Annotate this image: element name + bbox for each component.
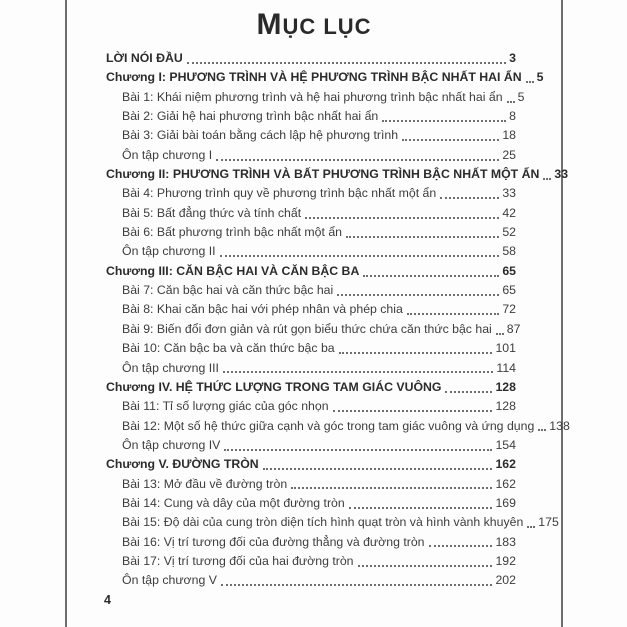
dot-leader bbox=[216, 159, 499, 161]
toc-entry-label: Bài 2: Giải hệ hai phương trình bậc nhất hai ẩn bbox=[122, 109, 379, 124]
toc-entry-label: Ôn tập chương V bbox=[122, 573, 217, 588]
toc-row bbox=[106, 68, 544, 87]
toc-row bbox=[106, 126, 516, 145]
toc-entry-page-number: 138 bbox=[549, 418, 570, 433]
dot-leader bbox=[220, 255, 500, 257]
toc-row bbox=[106, 146, 516, 165]
toc-entry-page-number: 5 bbox=[517, 89, 525, 104]
toc-entry-label: Bài 1: Khái niệm phương trình và hệ hai phương trình bậc nhất hai ẩn bbox=[122, 89, 503, 104]
toc-entry-label: Bài 6: Bất phương trình bậc nhất một ẩn bbox=[122, 225, 343, 240]
toc-entry-page-number: 25 bbox=[502, 147, 516, 162]
toc-entry-label: Chương II: PHƯƠNG TRÌNH VÀ BẤT PHƯƠNG TRÌNH BẬC NHẤT MỘT ẨN bbox=[106, 167, 540, 182]
toc-entry-page-number: 175 bbox=[538, 515, 559, 530]
toc-entry-label: Chương I: PHƯƠNG TRÌNH VÀ HỆ PHƯƠNG TRÌNH BẬC NHẤT HAI ẨN bbox=[106, 70, 522, 85]
page-title-rest: ỤC LỤC bbox=[282, 14, 372, 39]
toc-entry-label: Ôn tập chương IV bbox=[122, 437, 221, 452]
page-title-initial: M bbox=[256, 8, 283, 41]
dot-leader bbox=[507, 101, 515, 103]
dot-leader bbox=[407, 313, 499, 315]
dot-leader bbox=[349, 507, 493, 509]
toc-entry-label: Bài 14: Cung và dây của một đường tròn bbox=[122, 495, 345, 510]
toc-row bbox=[106, 417, 570, 436]
toc-entry-page-number: 33 bbox=[554, 167, 569, 182]
toc-entry-page-number: 128 bbox=[495, 379, 516, 394]
toc-entry-page-number: 162 bbox=[495, 476, 516, 491]
toc-entry-label: Ôn tập chương I bbox=[122, 147, 213, 162]
dot-leader bbox=[429, 545, 493, 547]
toc-entry-label: Chương III: CĂN BẬC HAI VÀ CĂN BẬC BA bbox=[106, 263, 360, 278]
page-edge-left-line bbox=[65, 0, 67, 627]
dot-leader bbox=[363, 275, 499, 277]
dot-leader bbox=[223, 371, 493, 373]
toc-entry-page-number: 87 bbox=[506, 321, 521, 336]
toc-entry-page-number: 128 bbox=[495, 399, 516, 414]
dot-leader bbox=[224, 449, 492, 451]
toc-entry-label: Bài 3: Giải bài toán bằng cách lập hệ phương trình bbox=[122, 128, 399, 143]
dot-leader bbox=[305, 217, 499, 219]
dot-leader bbox=[187, 62, 506, 64]
toc-entry-page-number: 162 bbox=[495, 457, 516, 472]
toc-row bbox=[106, 533, 516, 552]
toc-entry-page-number: 52 bbox=[502, 225, 516, 240]
dot-leader bbox=[346, 236, 499, 238]
toc-row bbox=[106, 436, 516, 455]
table-of-contents bbox=[106, 49, 570, 591]
dot-leader bbox=[337, 294, 499, 296]
dot-leader bbox=[402, 139, 499, 141]
toc-entry-page-number: 202 bbox=[495, 573, 516, 588]
dot-leader bbox=[440, 197, 499, 199]
toc-entry-page-number: 154 bbox=[495, 437, 516, 452]
toc-row bbox=[106, 475, 516, 494]
toc-row bbox=[106, 107, 516, 126]
dot-leader bbox=[263, 468, 493, 470]
toc-row bbox=[106, 300, 516, 319]
toc-entry-page-number: 65 bbox=[502, 263, 516, 278]
dot-leader bbox=[339, 352, 493, 354]
page-edge-right-line bbox=[561, 0, 563, 627]
toc-entry-page-number: 5 bbox=[536, 70, 544, 85]
toc-row bbox=[106, 184, 516, 203]
toc-row bbox=[106, 88, 525, 107]
toc-entry-label: Bài 13: Mở đầu về đường tròn bbox=[122, 476, 288, 491]
toc-row bbox=[106, 49, 516, 68]
toc-entry-page-number: 114 bbox=[496, 360, 516, 375]
toc-row bbox=[106, 320, 521, 339]
toc-row bbox=[106, 223, 516, 242]
toc-entry-label: Bài 16: Vị trí tương đối của đường thẳng và đường tròn bbox=[122, 534, 425, 549]
toc-entry-label: Bài 12: Một số hệ thức giữa cạnh và góc trong tam giác vuông và ứng dụng bbox=[122, 418, 535, 433]
dot-leader bbox=[382, 120, 506, 122]
dot-leader bbox=[445, 391, 492, 393]
toc-entry-page-number: 18 bbox=[502, 128, 516, 143]
toc-row bbox=[106, 242, 516, 261]
toc-entry-page-number: 183 bbox=[495, 534, 516, 549]
toc-row bbox=[106, 281, 516, 300]
page-title bbox=[67, 8, 561, 42]
toc-row bbox=[106, 165, 569, 184]
toc-row bbox=[106, 552, 516, 571]
toc-row bbox=[106, 204, 516, 223]
toc-row bbox=[106, 339, 516, 358]
toc-entry-page-number: 42 bbox=[502, 205, 516, 220]
toc-entry-page-number: 58 bbox=[502, 244, 516, 259]
toc-row bbox=[106, 455, 516, 474]
toc-entry-page-number: 101 bbox=[495, 341, 516, 356]
toc-entry-label: Chương V. ĐƯỜNG TRÒN bbox=[106, 457, 259, 472]
toc-entry-label: Bài 11: Tỉ số lượng giác của góc nhọn bbox=[122, 399, 329, 414]
toc-row bbox=[106, 359, 516, 378]
toc-entry-label: Bài 4: Phương trình quy về phương trình bậc nhất một ẩn bbox=[122, 186, 437, 201]
toc-entry-label: Bài 5: Bất đẳng thức và tính chất bbox=[122, 205, 302, 220]
toc-entry-page-number: 33 bbox=[502, 186, 516, 201]
toc-entry-page-number: 72 bbox=[502, 302, 516, 317]
toc-row bbox=[106, 494, 516, 513]
toc-row bbox=[106, 397, 516, 416]
toc-entry-label: Bài 10: Căn bậc ba và căn thức bậc ba bbox=[122, 341, 335, 356]
toc-entry-page-number: 8 bbox=[509, 109, 516, 124]
toc-row bbox=[106, 262, 516, 281]
toc-entry-label: Ôn tập chương II bbox=[122, 244, 216, 259]
toc-entry-page-number: 65 bbox=[502, 283, 516, 298]
toc-entry-page-number: 192 bbox=[495, 553, 516, 568]
toc-entry-page-number: 3 bbox=[509, 51, 516, 65]
dot-leader bbox=[543, 178, 551, 180]
toc-entry-label: Bài 8: Khai căn bậc hai với phép nhân và phép chia bbox=[122, 302, 403, 317]
dot-leader bbox=[496, 333, 504, 335]
toc-entry-label: Bài 7: Căn bậc hai và căn thức bậc hai bbox=[122, 283, 334, 298]
toc-entry-label: Bài 15: Độ dài của cung tròn diện tích hình quạt tròn và hình vành khuyên bbox=[122, 515, 524, 530]
dot-leader bbox=[527, 526, 535, 528]
toc-entry-label: LỜI NÓI ĐẦU bbox=[106, 51, 183, 65]
toc-entry-label: Bài 17: Vị trí tương đối của hai đường tròn bbox=[122, 553, 354, 568]
dot-leader bbox=[333, 410, 493, 412]
dot-leader bbox=[291, 487, 492, 489]
toc-row bbox=[106, 571, 516, 590]
dot-leader bbox=[221, 584, 493, 586]
folio-page-number: 4 bbox=[104, 593, 111, 607]
toc-entry-label: Bài 9: Biến đổi đơn giản và rút gọn biểu thức chứa căn thức bậc hai bbox=[122, 321, 492, 336]
toc-entry-label: Ôn tập chương III bbox=[122, 360, 219, 375]
toc-row bbox=[106, 513, 559, 532]
toc-row bbox=[106, 378, 516, 397]
dot-leader bbox=[526, 81, 534, 83]
toc-entry-page-number: 169 bbox=[495, 495, 516, 510]
toc-entry-label: Chương IV. HỆ THỨC LƯỢNG TRONG TAM GIÁC VUÔNG bbox=[106, 379, 442, 394]
dot-leader bbox=[538, 429, 546, 431]
dot-leader bbox=[358, 565, 493, 567]
